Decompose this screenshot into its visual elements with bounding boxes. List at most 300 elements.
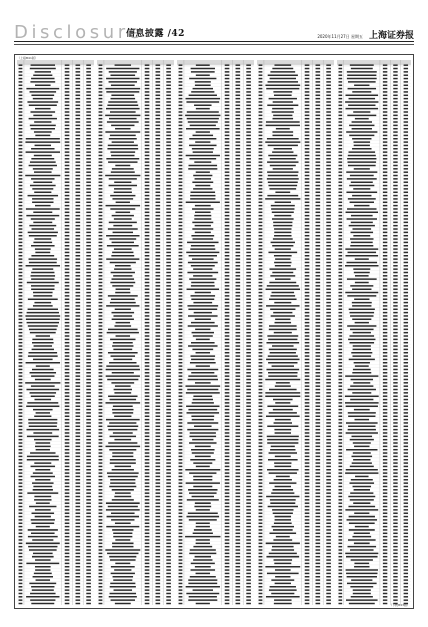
table-row: [97, 445, 174, 447]
table-row: [97, 491, 174, 493]
table-row: [97, 588, 174, 590]
table-row: [257, 90, 334, 92]
table-row: [337, 160, 411, 162]
table-row: [177, 411, 254, 413]
table-row: [337, 204, 411, 206]
table-row: [17, 351, 94, 353]
table-row: [257, 307, 334, 309]
table-row: [177, 197, 254, 199]
table-row: [257, 304, 334, 306]
table-row: [17, 515, 94, 517]
table-column-5: [337, 60, 411, 605]
table-row: [337, 164, 411, 166]
table-row: [97, 100, 174, 102]
table-row: [97, 264, 174, 266]
table-row: [97, 231, 174, 233]
table-row: [97, 197, 174, 199]
table-row: [257, 311, 334, 313]
table-row: [177, 70, 254, 72]
table-row: [177, 277, 254, 279]
table-row: [17, 411, 94, 413]
table-row: [257, 77, 334, 79]
table-row: [17, 374, 94, 376]
table-row: [177, 572, 254, 574]
table-row: [257, 297, 334, 299]
table-row: [17, 595, 94, 597]
table-row: [257, 294, 334, 296]
table-row: [17, 327, 94, 329]
table-row: [17, 384, 94, 386]
table-row: [177, 321, 254, 323]
table-row: [17, 194, 94, 196]
table-row: [257, 538, 334, 540]
table-row: [97, 144, 174, 146]
table-column-2: [97, 60, 174, 605]
table-row: [177, 401, 254, 403]
table-row: [97, 391, 174, 393]
table-row: [337, 184, 411, 186]
table-row: [177, 491, 254, 493]
table-row: [97, 535, 174, 537]
table-row: [257, 358, 334, 360]
table-row: [177, 124, 254, 126]
table-row: [97, 331, 174, 333]
table-row: [17, 358, 94, 360]
table-row: [257, 511, 334, 513]
table-row: [177, 97, 254, 99]
table-row: [97, 431, 174, 433]
table-row: [177, 465, 254, 467]
table-row: [177, 244, 254, 246]
table-header-band: [257, 60, 334, 65]
table-row: [97, 217, 174, 219]
table-row: [337, 97, 411, 99]
table-row: [97, 411, 174, 413]
table-row: [177, 267, 254, 269]
table-row: [17, 224, 94, 226]
table-row: [177, 190, 254, 192]
table-row: [257, 117, 334, 119]
table-row: [177, 137, 254, 139]
table-row: [257, 364, 334, 366]
table-row: [177, 555, 254, 557]
table-row: [337, 67, 411, 69]
table-row: [177, 180, 254, 182]
table-row: [177, 528, 254, 530]
table-row: [97, 368, 174, 370]
table-row: [97, 224, 174, 226]
table-row: [97, 538, 174, 540]
table-row: [337, 247, 411, 249]
table-row: [257, 565, 334, 567]
table-row: [177, 361, 254, 363]
table-row: [257, 441, 334, 443]
table-row: [17, 388, 94, 390]
table-row: [97, 67, 174, 69]
table-row: [17, 508, 94, 510]
table-row: [257, 505, 334, 507]
table-row: [257, 247, 334, 249]
table-row: [17, 568, 94, 570]
table-row: [177, 441, 254, 443]
table-row: [17, 588, 94, 590]
table-row: [337, 103, 411, 105]
table-row: [17, 120, 94, 122]
table-row: [97, 461, 174, 463]
table-row: [17, 110, 94, 112]
table-row: [257, 434, 334, 436]
table-row: [257, 515, 334, 517]
table-row: [17, 408, 94, 410]
table-row: [177, 364, 254, 366]
table-row: [97, 277, 174, 279]
table-row: [177, 348, 254, 350]
table-row: [97, 371, 174, 373]
table-row: [97, 227, 174, 229]
table-row: [17, 481, 94, 483]
table-row: [97, 565, 174, 567]
table-row: [257, 401, 334, 403]
table-row: [97, 545, 174, 547]
table-row: [17, 501, 94, 503]
table-row: [257, 495, 334, 497]
table-row: [177, 157, 254, 159]
table-row: [337, 150, 411, 152]
table-row: [177, 434, 254, 436]
table-row: [177, 234, 254, 236]
table-row: [97, 475, 174, 477]
table-column-rows: [177, 60, 254, 605]
table-row: [257, 448, 334, 450]
table-row: [17, 521, 94, 523]
table-row: [177, 237, 254, 239]
table-row: [177, 358, 254, 360]
table-row: [17, 461, 94, 463]
table-row: [17, 164, 94, 166]
table-row: [17, 485, 94, 487]
table-row: [97, 378, 174, 380]
table-row: [257, 458, 334, 460]
table-row: [257, 381, 334, 383]
table-row: [97, 154, 174, 156]
table-row: [17, 585, 94, 587]
table-row: [257, 588, 334, 590]
table-row: [257, 164, 334, 166]
table-row: [97, 498, 174, 500]
table-row: [177, 431, 254, 433]
table-row: [17, 371, 94, 373]
table-row: [97, 518, 174, 520]
table-row: [17, 284, 94, 286]
table-row: [177, 113, 254, 115]
table-row: [17, 475, 94, 477]
table-row: [97, 261, 174, 263]
table-row: [17, 421, 94, 423]
table-row: [177, 314, 254, 316]
table-row: [257, 241, 334, 243]
table-row: [337, 134, 411, 136]
table-row: [97, 140, 174, 142]
table-row: [257, 184, 334, 186]
masthead: [10, 20, 418, 42]
table-row: [17, 465, 94, 467]
table-row: [177, 485, 254, 487]
table-row: [17, 602, 94, 604]
table-row: [177, 164, 254, 166]
table-row: [17, 562, 94, 564]
table-row: [97, 281, 174, 283]
table-row: [337, 137, 411, 139]
table-row: [17, 471, 94, 473]
table-row: [17, 277, 94, 279]
table-row: [257, 103, 334, 105]
table-row: [97, 150, 174, 152]
table-row: [177, 495, 254, 497]
table-row: [17, 100, 94, 102]
table-row: [177, 388, 254, 390]
table-row: [257, 521, 334, 523]
table-row: [97, 324, 174, 326]
table-row: [17, 291, 94, 293]
table-row: [17, 130, 94, 132]
table-row: [17, 170, 94, 172]
table-row: [337, 154, 411, 156]
table-row: [17, 200, 94, 202]
table-row: [257, 147, 334, 149]
table-row: [257, 217, 334, 219]
table-row: [97, 572, 174, 574]
table-row: [17, 70, 94, 72]
table-row: [177, 261, 254, 263]
table-row: [257, 394, 334, 396]
table-row: [257, 481, 334, 483]
table-row: [257, 585, 334, 587]
table-row: [257, 508, 334, 510]
table-row: [177, 317, 254, 319]
table-row: [337, 83, 411, 85]
table-row: [177, 187, 254, 189]
table-row: [257, 478, 334, 480]
table-row: [177, 80, 254, 82]
table-row: [177, 471, 254, 473]
table-row: [337, 157, 411, 159]
table-row: [257, 371, 334, 373]
table-row: [177, 378, 254, 380]
table-row: [257, 167, 334, 169]
table-row: [97, 495, 174, 497]
table-row: [97, 294, 174, 296]
table-row: [257, 498, 334, 500]
table-row: [177, 511, 254, 513]
table-row: [97, 511, 174, 513]
table-row: [17, 438, 94, 440]
table-row: [17, 317, 94, 319]
table-row: [177, 77, 254, 79]
table-row: [337, 110, 411, 112]
table-row: [17, 434, 94, 436]
table-row: [337, 90, 411, 92]
table-row: [97, 254, 174, 256]
table-row: [257, 251, 334, 253]
table-row: [177, 311, 254, 313]
table-row: [257, 194, 334, 196]
table-row: [17, 140, 94, 142]
table-row: [257, 264, 334, 266]
table-row: [177, 602, 254, 604]
table-row: [257, 408, 334, 410]
table-row: [257, 552, 334, 554]
table-row: [17, 190, 94, 192]
table-row: [257, 558, 334, 560]
table-row: [97, 73, 174, 75]
table-row: [177, 200, 254, 202]
table-row: [257, 541, 334, 543]
table-row: [337, 220, 411, 222]
table-row: [97, 321, 174, 323]
table-row: [257, 301, 334, 303]
table-row: [97, 401, 174, 403]
table-row: [257, 485, 334, 487]
table-row: [337, 177, 411, 179]
table-row: [97, 164, 174, 166]
table-row: [17, 251, 94, 253]
table-row: [97, 528, 174, 530]
table-row: [257, 595, 334, 597]
table-row: [177, 588, 254, 590]
table-row: [177, 498, 254, 500]
table-row: [257, 67, 334, 69]
table-row: [337, 210, 411, 212]
table-row: [337, 87, 411, 89]
table-row: [17, 321, 94, 323]
table-row: [97, 237, 174, 239]
table-row: [97, 562, 174, 564]
table-row: [17, 83, 94, 85]
table-row: [97, 271, 174, 273]
table-row: [97, 117, 174, 119]
table-row: [17, 391, 94, 393]
table-row: [257, 555, 334, 557]
table-row: [257, 575, 334, 577]
table-row: [257, 518, 334, 520]
table-row: [257, 93, 334, 95]
table-row: [17, 578, 94, 580]
table-row: [177, 264, 254, 266]
table-row: [257, 177, 334, 179]
table-row: [17, 150, 94, 152]
table-row: [177, 140, 254, 142]
table-row: [337, 93, 411, 95]
table-row: [17, 107, 94, 109]
table-row: [97, 334, 174, 336]
table-row: [337, 100, 411, 102]
table-row: [177, 488, 254, 490]
table-row: [17, 307, 94, 309]
table-row: [97, 558, 174, 560]
table-row: [17, 180, 94, 182]
table-row: [257, 384, 334, 386]
table-row: [17, 103, 94, 105]
table-row: [97, 200, 174, 202]
table-row: [177, 271, 254, 273]
table-row: [177, 338, 254, 340]
table-row: [97, 244, 174, 246]
table-row: [17, 147, 94, 149]
table-row: [17, 341, 94, 343]
table-row: [257, 562, 334, 564]
table-row: [97, 177, 174, 179]
table-row: [97, 127, 174, 129]
table-row: [177, 438, 254, 440]
table-row: [257, 120, 334, 122]
table-row: [257, 592, 334, 594]
table-row: [177, 274, 254, 276]
table-row: [257, 204, 334, 206]
table-row: [97, 297, 174, 299]
table-row: [97, 478, 174, 480]
table-row: [97, 307, 174, 309]
table-row: [97, 568, 174, 570]
table-row: [17, 271, 94, 273]
table-row: [257, 187, 334, 189]
table-row: [257, 281, 334, 283]
table-row: [337, 124, 411, 126]
table-row: [177, 217, 254, 219]
table-row: [257, 374, 334, 376]
table-row: [97, 468, 174, 470]
table-row: [17, 582, 94, 584]
table-row: [257, 378, 334, 380]
table-row: [17, 207, 94, 209]
table-row: [257, 475, 334, 477]
table-column-3: [177, 60, 254, 605]
table-row: [337, 73, 411, 75]
table-row: [17, 184, 94, 186]
table-row: [257, 274, 334, 276]
table-row: [17, 495, 94, 497]
table-row: [177, 505, 254, 507]
table-row: [257, 598, 334, 600]
table-row: [257, 445, 334, 447]
table-row: [97, 485, 174, 487]
table-row: [97, 341, 174, 343]
table-row: [97, 555, 174, 557]
table-row: [257, 140, 334, 142]
table-row: [17, 227, 94, 229]
table-row: [97, 458, 174, 460]
table-row: [177, 134, 254, 136]
table-row: [17, 511, 94, 513]
table-row: [17, 80, 94, 82]
table-row: [97, 481, 174, 483]
table-row: [17, 134, 94, 136]
table-row: [97, 207, 174, 209]
table-row: [17, 458, 94, 460]
table-row: [17, 378, 94, 380]
table-row: [177, 468, 254, 470]
table-row: [257, 341, 334, 343]
table-row: [97, 578, 174, 580]
table-row: [97, 234, 174, 236]
table-row: [337, 194, 411, 196]
table-row: [17, 428, 94, 430]
table-row: [97, 284, 174, 286]
table-row: [177, 418, 254, 420]
table-row: [177, 501, 254, 503]
table-row: [17, 160, 94, 162]
table-row: [97, 515, 174, 517]
table-row: [257, 348, 334, 350]
